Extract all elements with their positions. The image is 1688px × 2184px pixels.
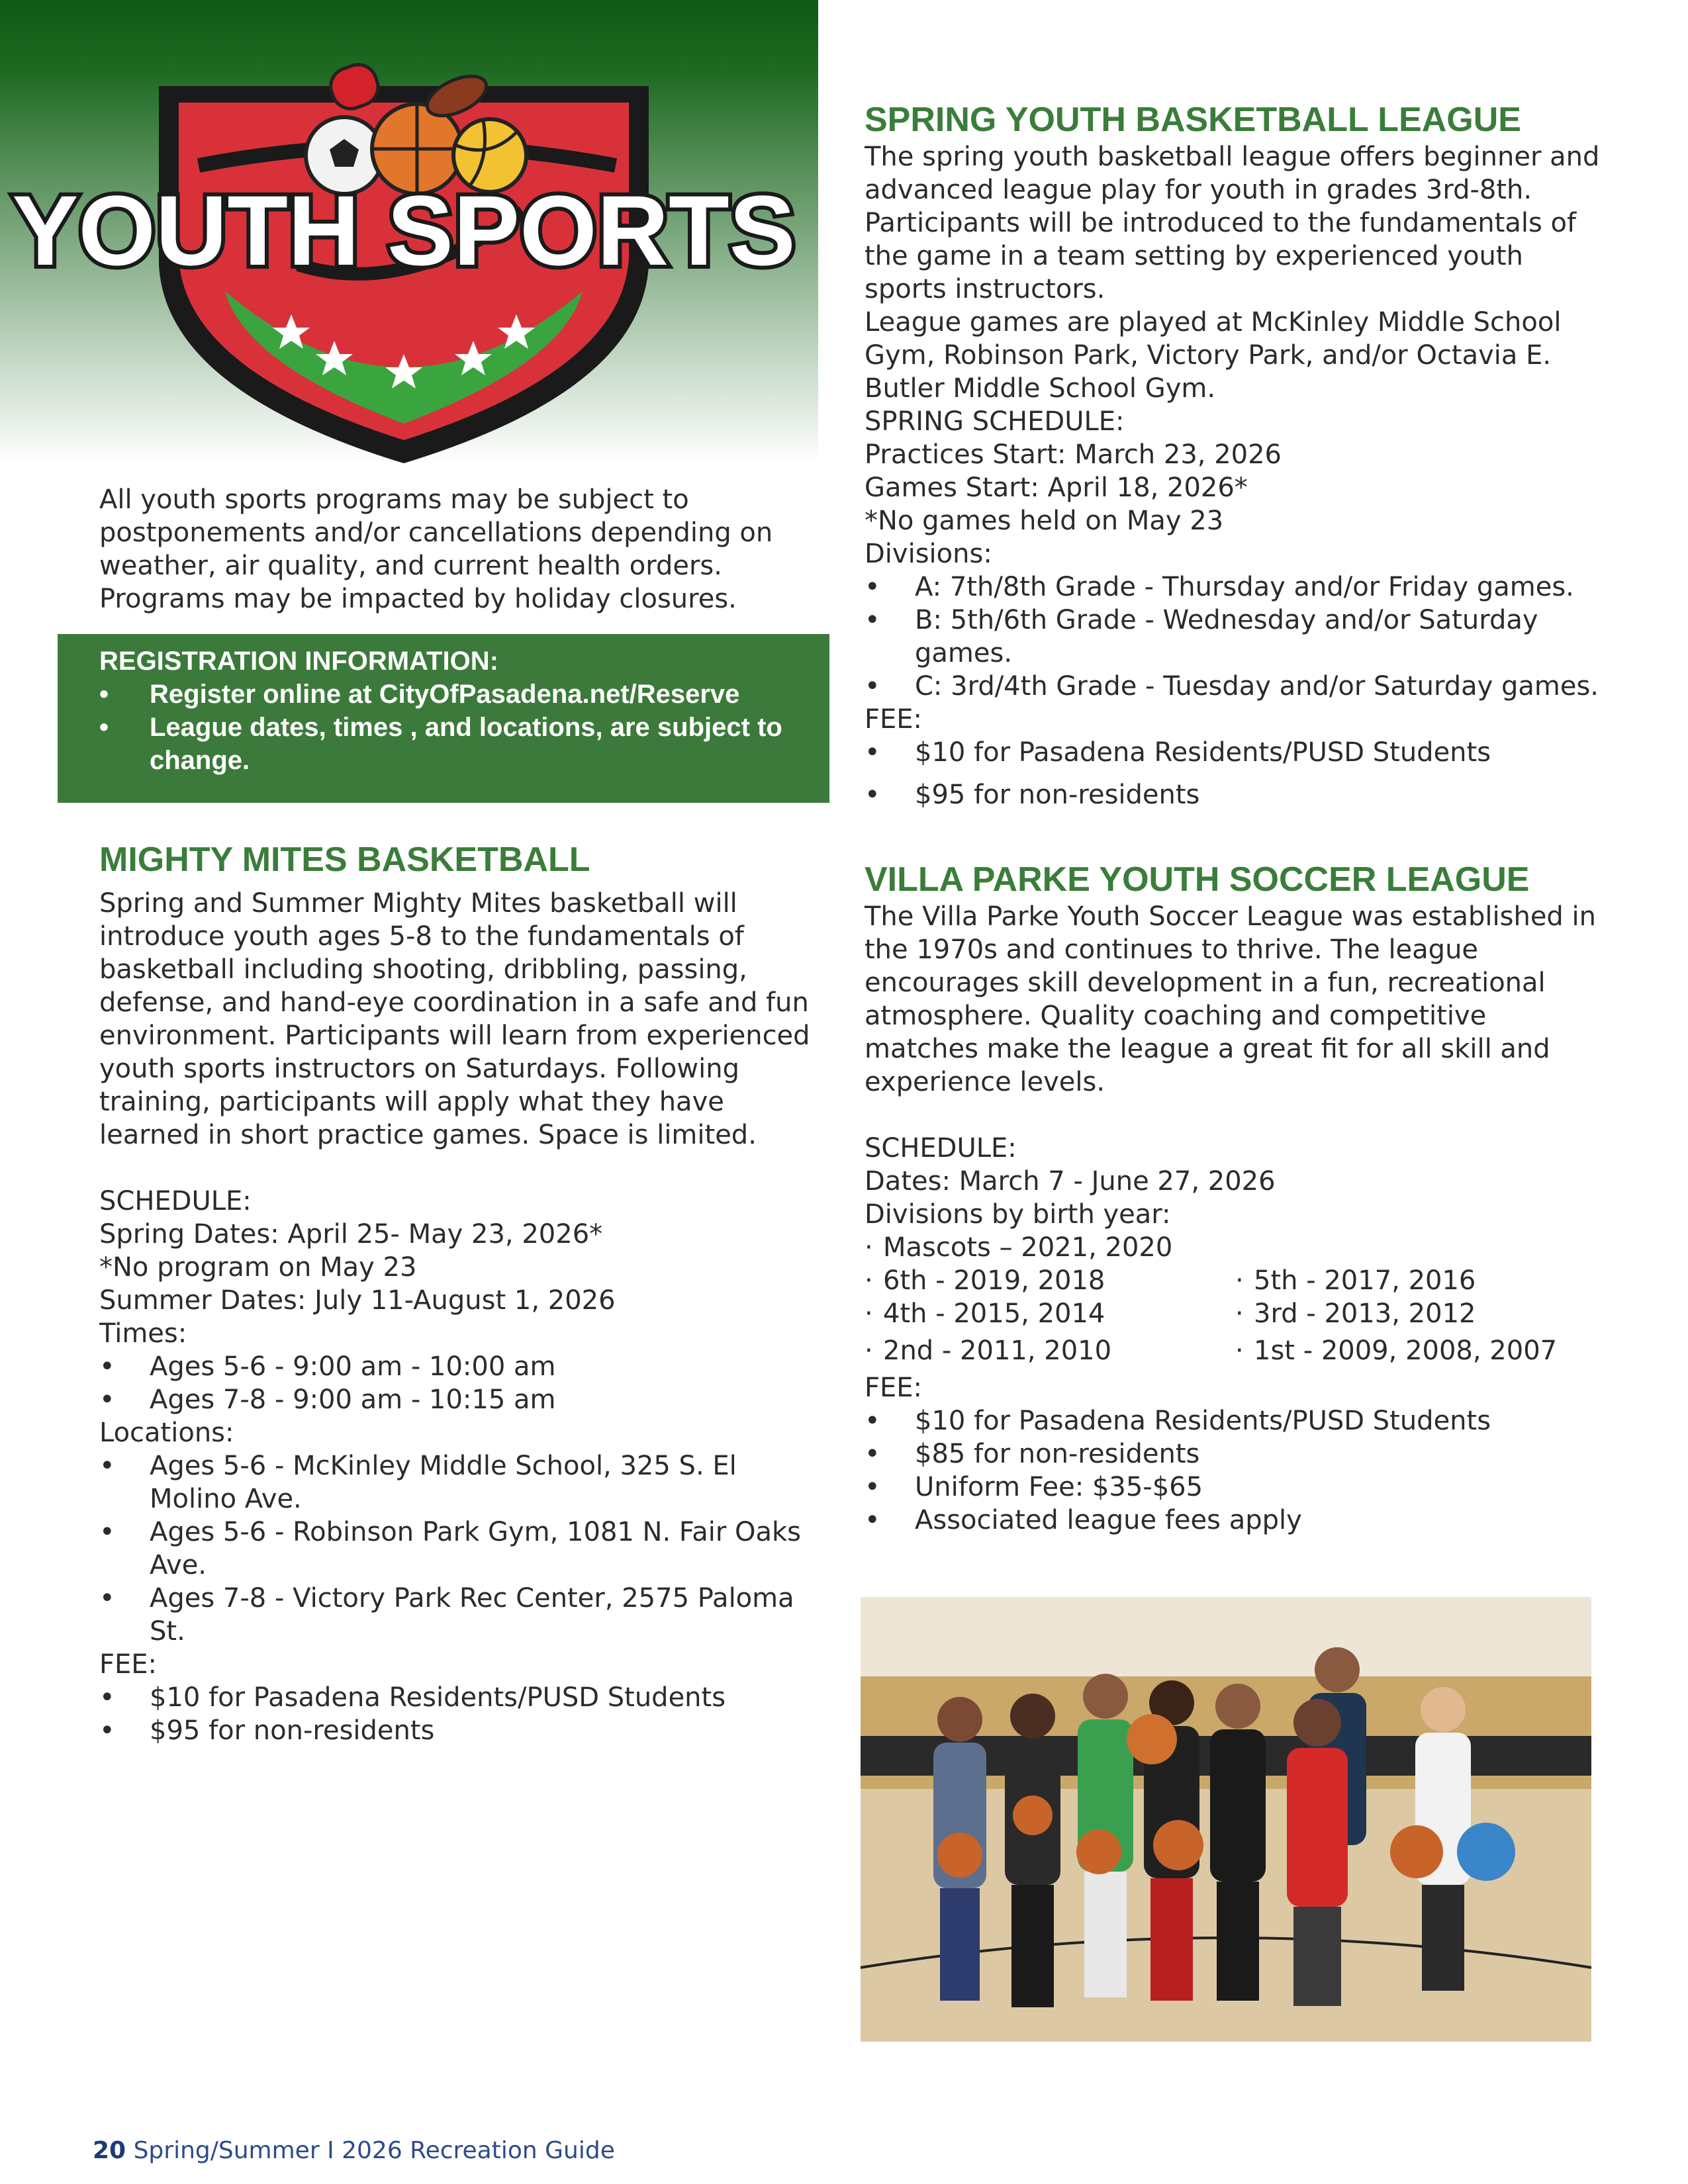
soccer-division: · Mascots – 2021, 2020 — [865, 1231, 1235, 1264]
fee-label: FEE: — [865, 704, 923, 735]
fee-item: • $85 for non-residents — [865, 1437, 1606, 1471]
soccer-section — [865, 859, 1606, 1537]
time-item: • Ages 5-6 - 9:00 am - 10:00 am — [99, 1350, 821, 1383]
guide-title: Spring/Summer I 2026 Recreation Guide — [133, 2137, 615, 2164]
division-item: • B: 5th/6th Grade - Wednesday and/or Saturday games. — [865, 604, 1606, 670]
soccer-divisions-label: Divisions by birth year: — [865, 1199, 1171, 1230]
spring-schedule-label: SPRING SCHEDULE: — [865, 406, 1125, 437]
soccer-division: · 3rd - 2013, 2012 — [1235, 1297, 1606, 1334]
soccer-dates: Dates: March 7 - June 27, 2026 — [865, 1166, 1276, 1197]
summer-dates: Summer Dates: July 11-August 1, 2026 — [99, 1285, 616, 1316]
locations-label: Locations: — [99, 1418, 234, 1448]
page-footer — [93, 2136, 615, 2165]
soccer-division: · 5th - 2017, 2016 — [1235, 1264, 1606, 1297]
fee-item: • $10 for Pasadena Residents/PUSD Students — [865, 1404, 1606, 1437]
schedule-label: SCHEDULE: — [99, 1186, 252, 1216]
registration-item: • League dates, times , and locations, are subject to change. — [99, 711, 821, 777]
intro-text: All youth sports programs may be subject to postponements and/or cancellations depending on weather, air quality, and current health orders. Programs may be impacted by holiday closures. — [99, 484, 773, 614]
basketball-league-locations: League games are played at McKinley Middle School Gym, Robinson Park, Victory Park, and/or Octavia E. Butler Middle School Gym. — [865, 307, 1562, 404]
mighty-mites-description: Spring and Summer Mighty Mites basketball will introduce youth ages 5-8 to the fundamentals of basketball including shooting, dribbling, passing, defense, and hand-eye coordination in a safe and fun environment. Participants will learn from experienced youth sports instructors on Saturdays. Following training, participants will apply what they have learned in short practice games. Space is limited. — [99, 888, 810, 1150]
division-item: • A: 7th/8th Grade - Thursday and/or Friday games. — [865, 570, 1606, 604]
soccer-division: · 1st - 2009, 2008, 2007 — [1235, 1334, 1606, 1371]
location-item: • Ages 7-8 - Victory Park Rec Center, 2575 Paloma St. — [99, 1582, 821, 1648]
spring-dates: Spring Dates: April 25- May 23, 2026* — [99, 1219, 603, 1250]
no-games-note: *No games held on May 23 — [865, 506, 1224, 536]
fee-item: • Associated league fees apply — [865, 1504, 1606, 1537]
page-number: 20 — [93, 2137, 126, 2164]
fee-item: • Uniform Fee: $35-$65 — [865, 1471, 1606, 1504]
practices-start: Practices Start: March 23, 2026 — [865, 439, 1282, 470]
soccer-division-blank — [1235, 1231, 1606, 1264]
fee-label: FEE: — [99, 1649, 158, 1680]
registration-box — [58, 634, 829, 803]
divisions-label: Divisions: — [865, 539, 992, 569]
logo-text: YOUTH SPORTS — [12, 175, 796, 286]
soccer-division: · 6th - 2019, 2018 — [865, 1264, 1235, 1297]
location-item: • Ages 5-6 - McKinley Middle School, 325 S. El Molino Ave. — [99, 1449, 821, 1516]
basketball-league-section — [865, 99, 1606, 811]
fee-item: • $10 for Pasadena Residents/PUSD Students — [99, 1681, 821, 1714]
youth-sports-logo — [12, 46, 796, 470]
mighty-mites-title: MIGHTY MITES BASKETBALL — [99, 841, 590, 879]
fee-item: • $95 for non-residents — [865, 778, 1606, 811]
fee-label: FEE: — [865, 1373, 923, 1403]
soccer-title: VILLA PARKE YOUTH SOCCER LEAGUE — [865, 860, 1530, 899]
mighty-mites-section — [99, 839, 821, 1747]
fee-item: • $95 for non-residents — [99, 1714, 821, 1747]
division-item: • C: 3rd/4th Grade - Tuesday and/or Saturday games. — [865, 670, 1606, 703]
registration-heading: REGISTRATION INFORMATION: — [99, 647, 498, 676]
team-photo — [861, 1597, 1591, 2042]
games-start: Games Start: April 18, 2026* — [865, 473, 1248, 503]
time-item: • Ages 7-8 - 9:00 am - 10:15 am — [99, 1383, 821, 1416]
basketball-league-title: SPRING YOUTH BASKETBALL LEAGUE — [865, 101, 1521, 139]
registration-item: • Register online at CityOfPasadena.net/Reserve — [99, 678, 821, 711]
location-item: • Ages 5-6 - Robinson Park Gym, 1081 N. Fair Oaks Ave. — [99, 1516, 821, 1582]
soccer-division: · 2nd - 2011, 2010 — [865, 1334, 1235, 1371]
times-label: Times: — [99, 1318, 187, 1349]
soccer-division: · 4th - 2015, 2014 — [865, 1297, 1235, 1334]
no-program-note: *No program on May 23 — [99, 1252, 417, 1283]
basketball-league-description: The spring youth basketball league offers beginner and advanced league play for youth in grades 3rd-8th. Participants will be introduced to the fundamentals of the game in a team setting by experienced youth sports instructors. — [865, 142, 1600, 304]
fee-item: • $10 for Pasadena Residents/PUSD Students — [865, 736, 1606, 769]
schedule-label: SCHEDULE: — [865, 1133, 1017, 1163]
soccer-description: The Villa Parke Youth Soccer League was established in the 1970s and continues to thrive. The league encourages skill development in a fun, recreational atmosphere. Quality coaching and competitive matches make the league a great fit for all skill and experience levels. — [865, 901, 1596, 1097]
